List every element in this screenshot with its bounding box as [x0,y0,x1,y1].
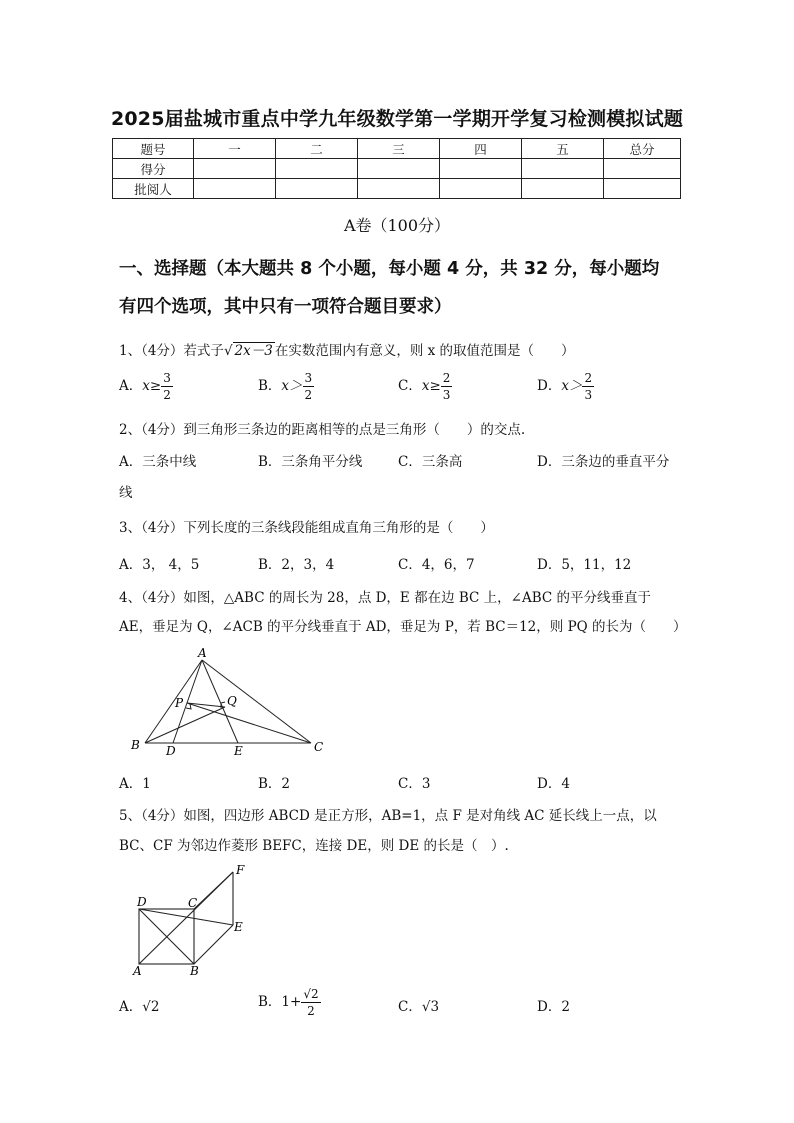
option-fraction [301,988,320,1017]
question-4-stem-line2: AE，垂足为 Q，∠ACB 的平分线垂直于 AD，垂足为 P，若 BC＝12，则 PQ 的长为（ ） [119,619,687,635]
option-fraction [303,372,315,401]
fraction-numerator: 2 [442,371,451,385]
question-1-option-c[interactable] [398,372,452,401]
question-2-stem: 2、（4分）到三角形三条边的距离相等的点是三角形（ ）的交点. [119,422,526,438]
figure-label: D [166,744,176,758]
score-table-header-cell: 总分 [604,139,681,159]
score-cell [440,159,522,179]
segment-cp [187,703,311,743]
figure-label: C [188,896,198,910]
question-2-option-d[interactable]: D．三条边的垂直平分 [537,454,670,470]
question-2-option-c[interactable]: C．三条高 [398,454,463,470]
score-table-row-label: 得分 [113,159,194,179]
score-table [112,138,681,199]
question-1-option-b[interactable] [258,372,314,401]
question-4-option-c[interactable]: C．3 [398,776,431,792]
figure-label: Q [227,694,237,708]
fraction-numerator: 2 [584,371,593,385]
question-4-option-b[interactable]: B．2 [258,776,291,792]
question-1-option-a[interactable] [119,372,173,401]
fraction-denominator: 2 [307,1004,315,1018]
question-2-option-b[interactable]: B．三条角平分线 [258,454,363,470]
figure-label: D [137,895,147,909]
question-5-option-b[interactable] [258,988,321,1017]
score-table-row-label: 批阅人 [113,179,194,199]
question-1-option-d[interactable] [537,372,594,401]
score-cell [440,179,522,199]
question-4-option-a[interactable]: A．1 [119,776,151,792]
segment-be [194,925,233,964]
option-label: D． [537,378,562,394]
question-5-stem-line2: BC、CF 为邻边作菱形 BEFC，连接 DE，则 DE 的长是（ ）. [119,838,509,854]
fraction-numerator: √2 [303,987,319,1001]
fraction-denominator: 3 [442,388,451,402]
question-3-option-b[interactable]: B．2，3，4 [258,557,335,573]
score-table-header-cell: 五 [522,139,604,159]
score-cell [604,179,681,199]
option-relation: x≥ [142,378,162,394]
option-value: √3 [421,999,440,1015]
option-relation: x＞ [281,378,303,394]
fraction-numerator: 3 [304,371,313,385]
question-5-option-a[interactable] [119,995,159,1015]
option-label: A． [119,999,143,1015]
option-relation: x≥ [421,378,441,394]
option-label: A． [119,378,143,394]
score-table-header-cell: 题号 [113,139,194,159]
figure-label: P [175,696,184,710]
option-prefix: 1+ [281,994,302,1010]
question-5-figure [130,862,260,982]
question-2-option-d-wrap: 线 [119,485,133,501]
score-cell [194,159,276,179]
radical-sign: √ [223,343,233,359]
figure-label: F [236,863,245,877]
question-1-stem-post: 在实数范围内有意义，则 x 的取值范围是（ ） [274,343,575,359]
fraction-denominator: 3 [584,388,593,402]
figure-label: A [198,646,207,660]
section-a-title: A卷（100分） [343,216,451,235]
option-value: √2 [142,999,160,1015]
option-label: C． [398,999,422,1015]
score-cell [194,179,276,199]
option-label: B． [258,378,282,394]
figure-label: B [131,738,140,752]
part1-heading-line1: 一、选择题（本大题共 8 个小题，每小题 4 分，共 32 分，每小题均 [119,259,660,279]
question-1-stem [119,339,575,359]
question-4-figure [128,645,328,760]
score-cell [522,159,604,179]
score-cell [276,159,358,179]
fraction-numerator: 3 [163,371,171,385]
score-cell [276,179,358,199]
question-5-option-c[interactable] [398,995,439,1015]
question-3-option-a[interactable]: A．3， 4，5 [119,557,200,573]
question-3-option-c[interactable]: C．4，6，7 [398,557,475,573]
figure-label: A [133,964,142,978]
segment-ac [202,660,311,743]
score-table-header-cell: 四 [440,139,522,159]
segment-cf [194,872,233,909]
page-title: 2025届盐城市重点中学九年级数学第一学期开学复习检测模拟试题 [110,108,684,130]
score-table-row [113,159,681,179]
figure-label: B [190,964,199,978]
option-relation: x＞ [561,378,583,394]
score-table-row [113,179,681,199]
figure-label: E [234,744,243,758]
score-cell [522,179,604,199]
question-3-option-d[interactable]: D．5，11，12 [537,557,632,573]
fraction-denominator: 2 [163,388,171,402]
question-5-stem-line1: 5、（4分）如图，四边形 ABCD 是正方形，AB=1，点 F 是对角线 AC 延长线上一点，以 [119,808,657,824]
figure-label: E [234,920,243,934]
score-cell [604,159,681,179]
score-table-header-cell: 三 [358,139,440,159]
question-4-option-d[interactable]: D．4 [537,776,570,792]
option-fraction [441,372,453,401]
question-2-option-a[interactable]: A．三条中线 [119,454,197,470]
question-3-stem: 3、（4分）下列长度的三条线段能组成直角三角形的是（ ） [119,520,494,536]
option-label: C． [398,378,422,394]
option-label: B． [258,994,282,1010]
score-cell [358,179,440,199]
question-1-stem-pre: 1、（4分）若式子 [119,343,224,359]
figure-label: C [314,740,324,754]
option-fraction [161,372,173,401]
question-5-option-d[interactable] [537,995,570,1015]
score-table-header-cell: 二 [276,139,358,159]
question-4-stem-line1: 4、（4分）如图，△ABC 的周长为 28，点 D，E 都在边 BC 上，∠ABC 的平分线垂直于 [119,590,652,606]
option-fraction [582,372,594,401]
score-table-header-cell: 一 [194,139,276,159]
part1-heading-line2: 有四个选项，其中只有一项符合题目要求） [119,297,452,317]
option-label: D． [537,999,562,1015]
fraction-denominator: 2 [304,388,313,402]
score-table-header-row [113,139,681,159]
score-cell [358,159,440,179]
question-1-radicand: 2x－3 [234,343,273,359]
option-value: 2 [561,999,570,1015]
